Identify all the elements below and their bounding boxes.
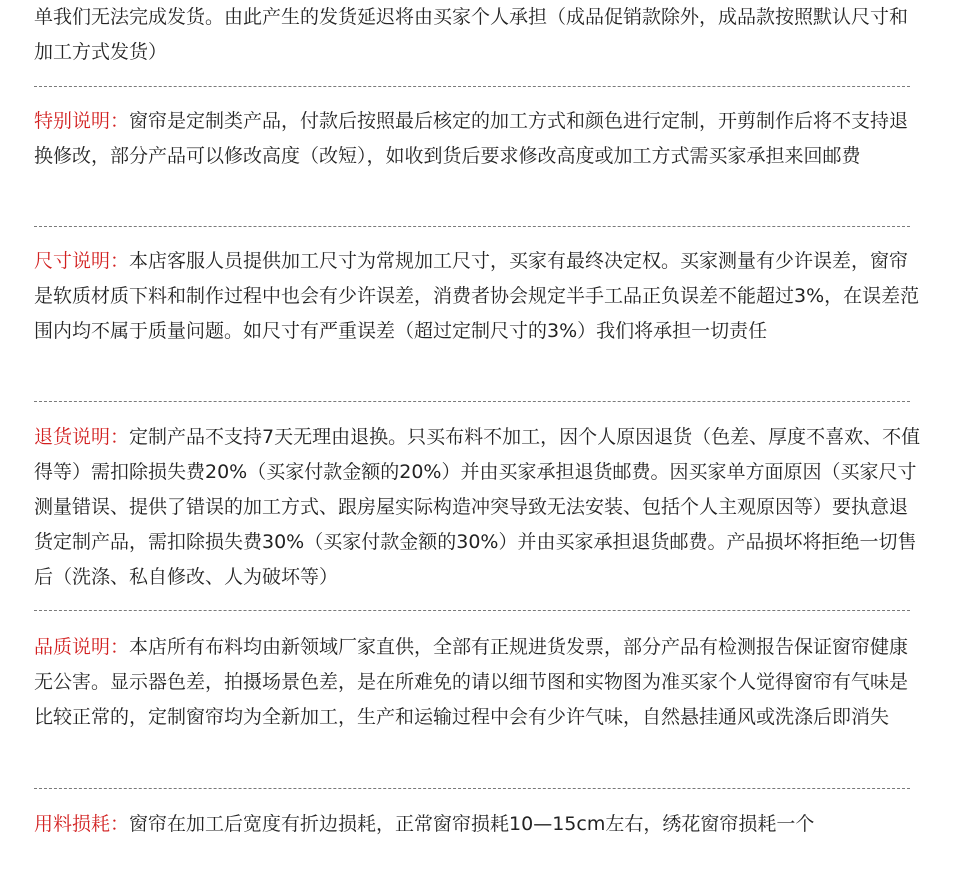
section-colon: ： [110,636,130,658]
section-label: 尺寸说明 [34,250,111,272]
section-text: 定制产品不支持7天无理由退换。只买布料不加工，因个人原因退货（色差、厚度不喜欢、不值得等）需扣除损失费20%（买家付款金额的20%）并由买家承担退货邮费。因买家单方面原因（买家尺寸测量错误、提供了错误的加工方式、跟房屋实际构造冲突导致无法安装、包括个人主观原因等）要执意退货定制产品，需扣除损失费30%（买家付款金额的30%）并由买家承担退货邮费。产品损坏将拒绝一切售后（洗涤、私自修改、人为破坏等） [34,426,921,588]
section-quality-notice [34,630,924,735]
section-text: 本店客服人员提供加工尺寸为常规加工尺寸，买家有最终决定权。买家测量有少许误差，窗帘是软质材质下料和制作过程中也会有少许误差，消费者协会规定半手工品正负误差不能超过3%，在误差范围内均不属于质量问题。如尺寸有严重误差（超过定制尺寸的3%）我们将承担一切责任 [34,250,920,342]
section-colon: ： [110,250,130,272]
section-colon: ： [110,813,130,835]
section-material-loss-notice [34,807,924,842]
intro-paragraph [34,0,924,70]
section-divider [34,86,910,87]
section-return-notice [34,420,924,595]
section-colon: ： [110,426,130,448]
section-special-notice [34,104,924,174]
section-divider [34,610,910,611]
section-divider [34,788,910,789]
section-colon: ： [110,110,130,132]
section-text: 窗帘在加工后宽度有折边损耗，正常窗帘损耗10—15cm左右，绣花窗帘损耗一个 [129,813,815,835]
section-label: 品质说明 [34,636,111,658]
section-divider [34,226,910,227]
section-label: 用料损耗 [34,813,111,835]
section-divider [34,401,910,402]
section-text: 窗帘是定制类产品，付款后按照最后核定的加工方式和颜色进行定制，开剪制作后将不支持退换修改，部分产品可以修改高度（改短），如收到货后要求修改高度或加工方式需买家承担来回邮费 [34,110,909,167]
section-text: 本店所有布料均由新领域厂家直供，全部有正规进货发票，部分产品有检测报告保证窗帘健康无公害。显示器色差，拍摄场景色差，是在所难免的请以细节图和实物图为准买家个人觉得窗帘有气味是比较正常的，定制窗帘均为全新加工，生产和运输过程中会有少许气味，自然悬挂通风或洗涤后即消失 [34,636,909,728]
section-size-notice [34,244,924,349]
intro-text: 单我们无法完成发货。由此产生的发货延迟将由买家个人承担（成品促销款除外，成品款按照默认尺寸和加工方式发货） [34,6,909,63]
section-label: 特别说明 [34,110,111,132]
section-label: 退货说明 [34,426,111,448]
